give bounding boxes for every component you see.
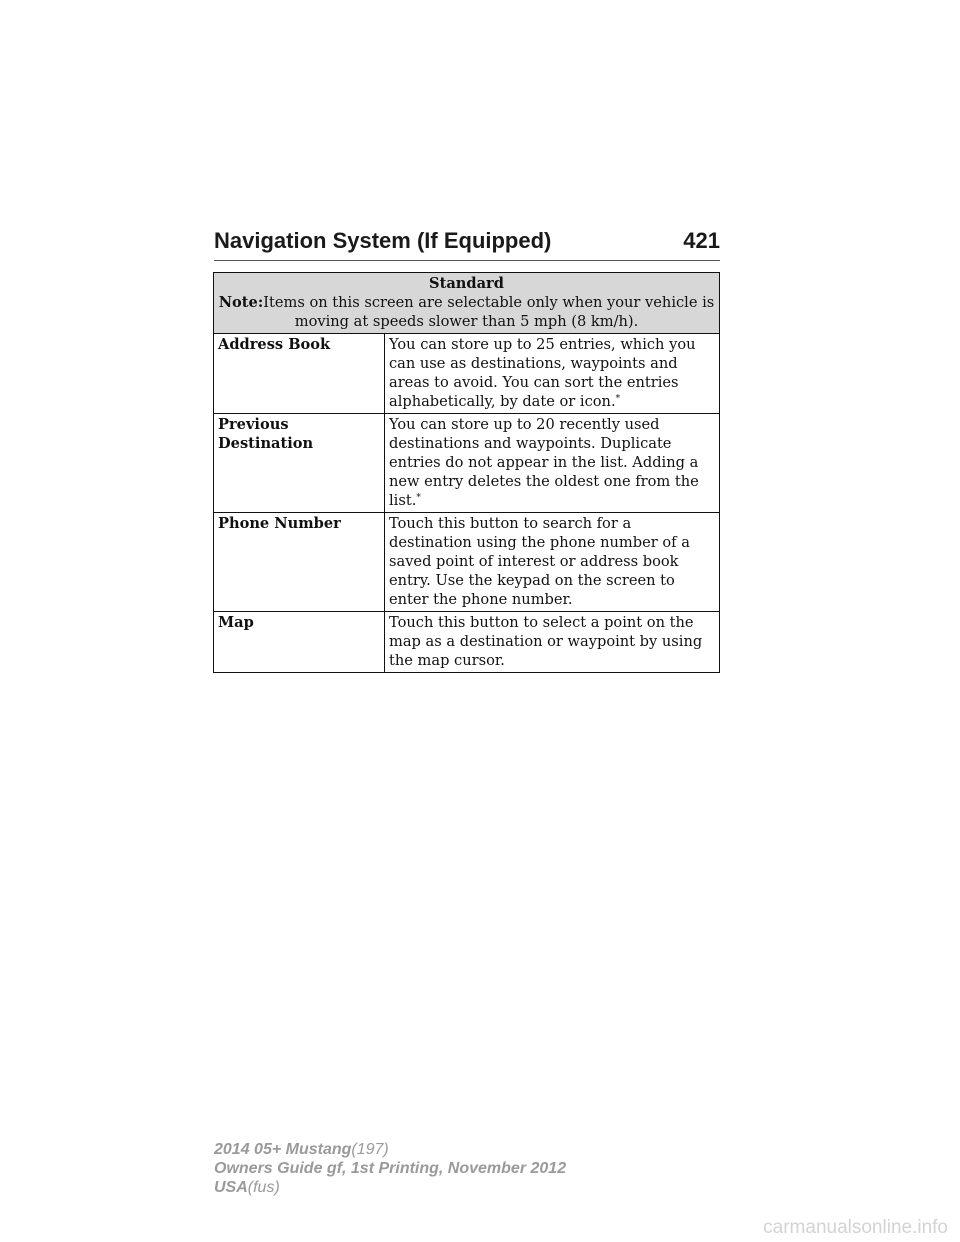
table-header-cell <box>214 273 720 334</box>
desc-text: You can store up to 20 recently used destinations and waypoints. Duplicate entries do not appear in the list. Adding a new entry deletes the oldest one from the list. <box>389 416 699 509</box>
footer-model-code: (197) <box>351 1141 389 1158</box>
table-title: Standard <box>429 275 504 292</box>
print-footer <box>214 1140 566 1197</box>
desc-text: You can store up to 25 entries, which you can use as destinations, waypoints and areas to avoid. You can sort the entries alphabetically, by date or icon. <box>389 336 696 410</box>
footer-line-2: Owners Guide gf, 1st Printing, November 2012 <box>214 1160 567 1177</box>
table-header-row <box>214 273 720 334</box>
page-header <box>214 228 720 254</box>
desc-text: Touch this button to search for a destination using the phone number of a saved point of interest or address book entry. Use the keypad on the screen to enter the phone number. <box>389 515 690 608</box>
desc-text: Touch this button to select a point on the map as a destination or waypoint by using the map cursor. <box>389 614 703 669</box>
header-rule <box>214 260 720 261</box>
table-row <box>214 414 720 513</box>
table-row <box>214 334 720 414</box>
footer-line-1 <box>214 1140 566 1159</box>
term-address-book: Address Book <box>214 334 385 414</box>
desc-previous-destination <box>385 414 720 513</box>
footer-line-3 <box>214 1178 566 1197</box>
feature-table <box>213 272 720 673</box>
desc-map <box>385 612 720 673</box>
footnote-mark: * <box>615 394 621 404</box>
page-number: 421 <box>683 228 720 253</box>
term-map: Map <box>214 612 385 673</box>
term-previous-destination: Previous Destination <box>214 414 385 513</box>
desc-address-book <box>385 334 720 414</box>
watermark: carmanualsonline.info <box>763 1217 948 1238</box>
section-title: Navigation System (If Equipped) <box>214 228 552 253</box>
desc-phone-number <box>385 513 720 612</box>
footer-market-code: (fus) <box>247 1179 280 1196</box>
table-row <box>214 612 720 673</box>
footnote-mark: * <box>416 493 421 503</box>
footer-market: USA <box>214 1179 248 1196</box>
note-text: Items on this screen are selectable only when your vehicle is moving at speeds slower than 5 mph (8 km/h). <box>263 294 715 330</box>
note-label: Note: <box>218 294 264 311</box>
footer-model: 2014 05+ Mustang <box>214 1141 352 1158</box>
term-phone-number: Phone Number <box>214 513 385 612</box>
table-row <box>214 513 720 612</box>
